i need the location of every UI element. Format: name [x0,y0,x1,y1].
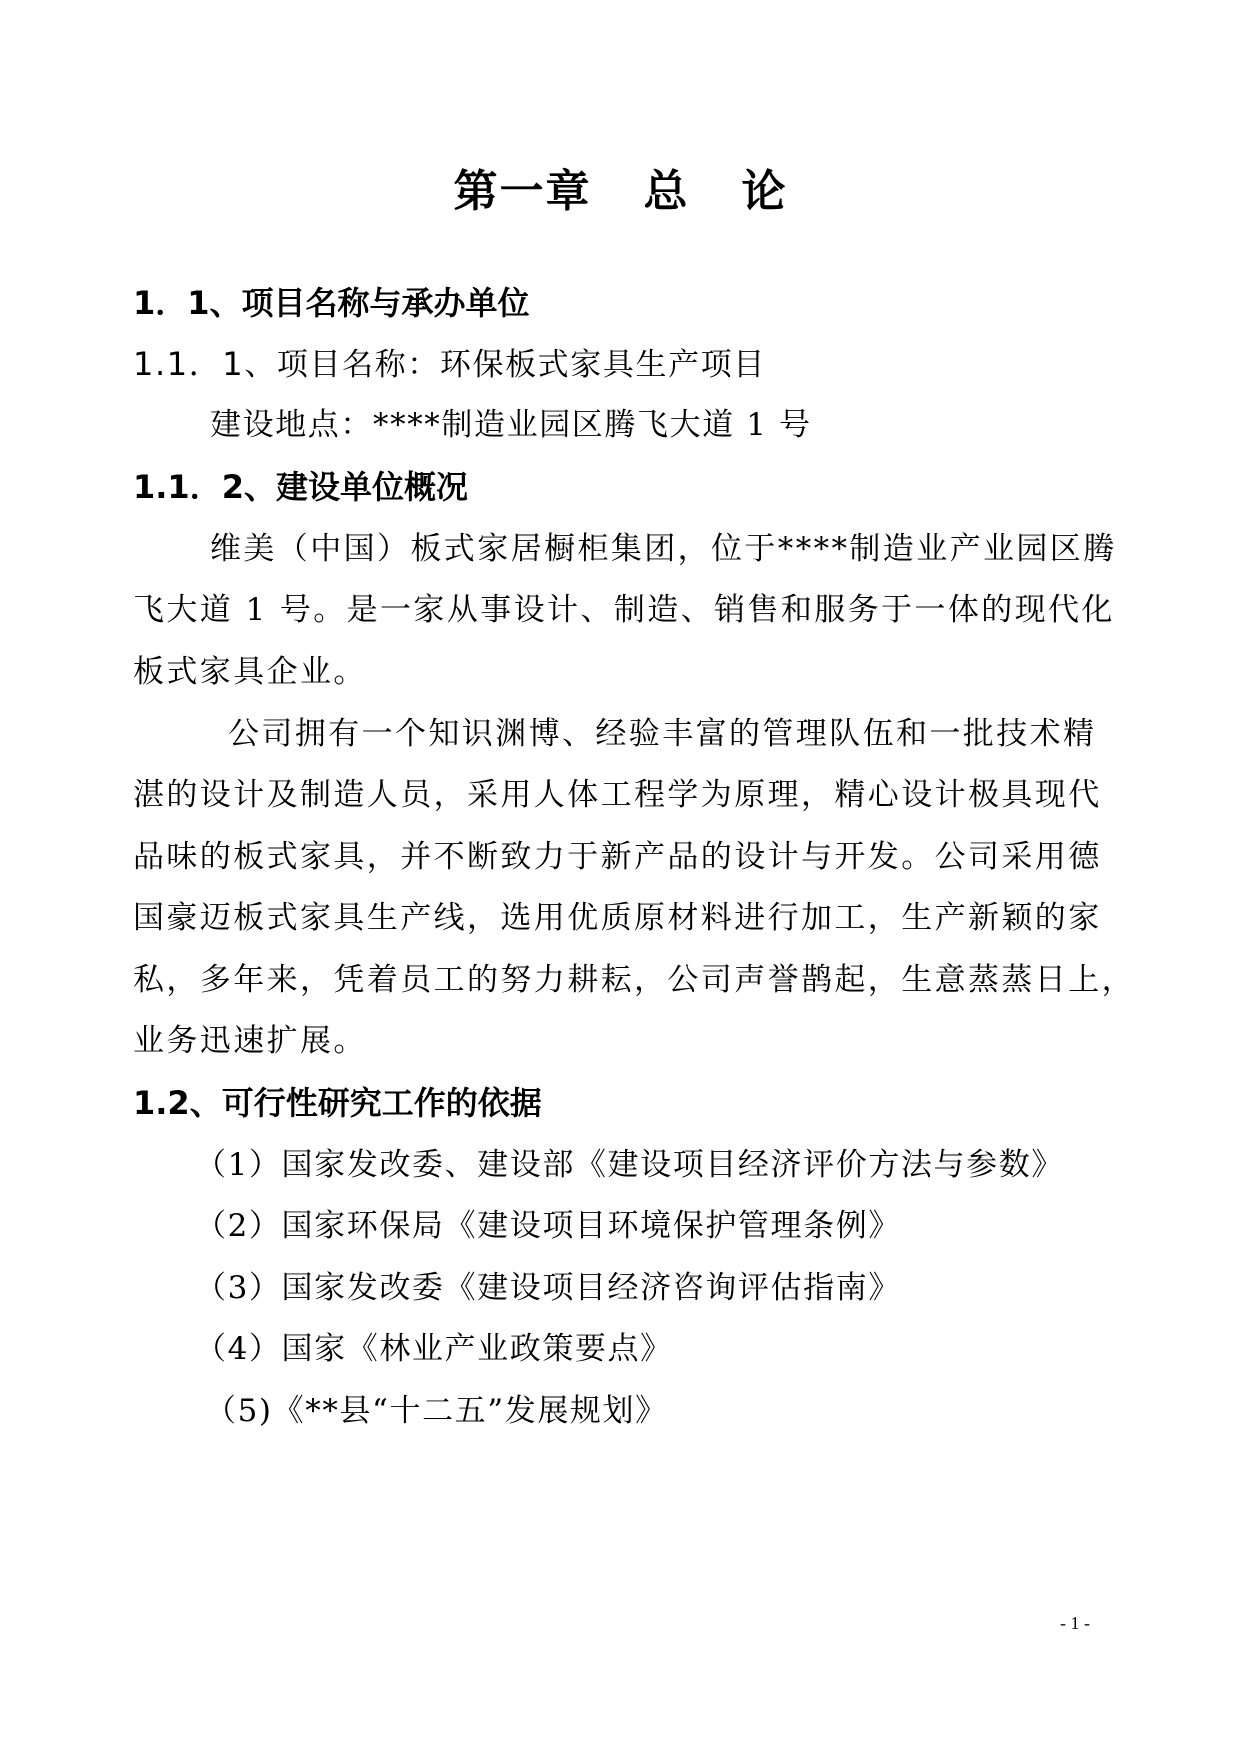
paragraph-line: 私，多年来，凭着员工的努力耕耘，公司声誉鹊起，生意蒸蒸日上， [133,962,1135,998]
section-title: 、建设单位概况 [243,468,468,506]
paragraph-line: 维美（中国）板式家居橱柜集团，位于****制造业产业园区腾 [210,531,1117,567]
section-heading-1-1 [133,283,1113,323]
section-number: 1．1 [133,284,210,322]
section-heading-1-2 [133,1083,1113,1123]
page-number: - 1 - [1060,1613,1090,1633]
paragraph-line: 飞大道 1 号。是一家从事设计、制造、销售和服务于一体的现代化 [133,592,1115,628]
section-title: 、可行性研究工作的依据 [189,1084,542,1122]
paragraph-line: 湛的设计及制造人员，采用人体工程学为原理，精心设计极具现代 [133,777,1102,813]
section-heading-1-1-1 [133,344,1113,385]
basis-item: （4）国家《林业产业政策要点》 [195,1331,673,1367]
paragraph-line: 公司拥有一个知识渊博、经验丰富的管理队伍和一批技术精 [228,716,1097,752]
section-title: 、项目名称与承办单位 [209,284,530,322]
paragraph-line: 国豪迈板式家具生产线，选用优质原材料进行加工，生产新颖的家 [133,900,1102,936]
section-number: 1.1．1 [133,345,245,383]
basis-item: （3）国家发改委《建设项目经济咨询评估指南》 [195,1270,901,1306]
paragraph-line: 业务迅速扩展。 [133,1023,367,1059]
basis-item: （2）国家环保局《建设项目环境保护管理条例》 [195,1208,901,1244]
section-title: 、项目名称：环保板式家具生产项目 [244,347,766,383]
paragraph-line: 板式家具企业。 [133,654,367,690]
construction-location: 建设地点：****制造业园区腾飞大道 1 号 [210,407,812,443]
section-number: 1.2 [133,1084,190,1122]
section-number: 1.1．2 [133,468,244,506]
paragraph-line: 品味的板式家具，并不断致力于新产品的设计与开发。公司采用德 [133,839,1102,875]
chapter-title: 第一章 总 论 [453,166,788,217]
basis-item: （1）国家发改委、建设部《建设项目经济评价方法与参数》 [195,1147,1064,1183]
section-heading-1-1-2 [133,467,1113,507]
basis-item: （5)《**县“十二五”发展规划》 [205,1393,668,1429]
